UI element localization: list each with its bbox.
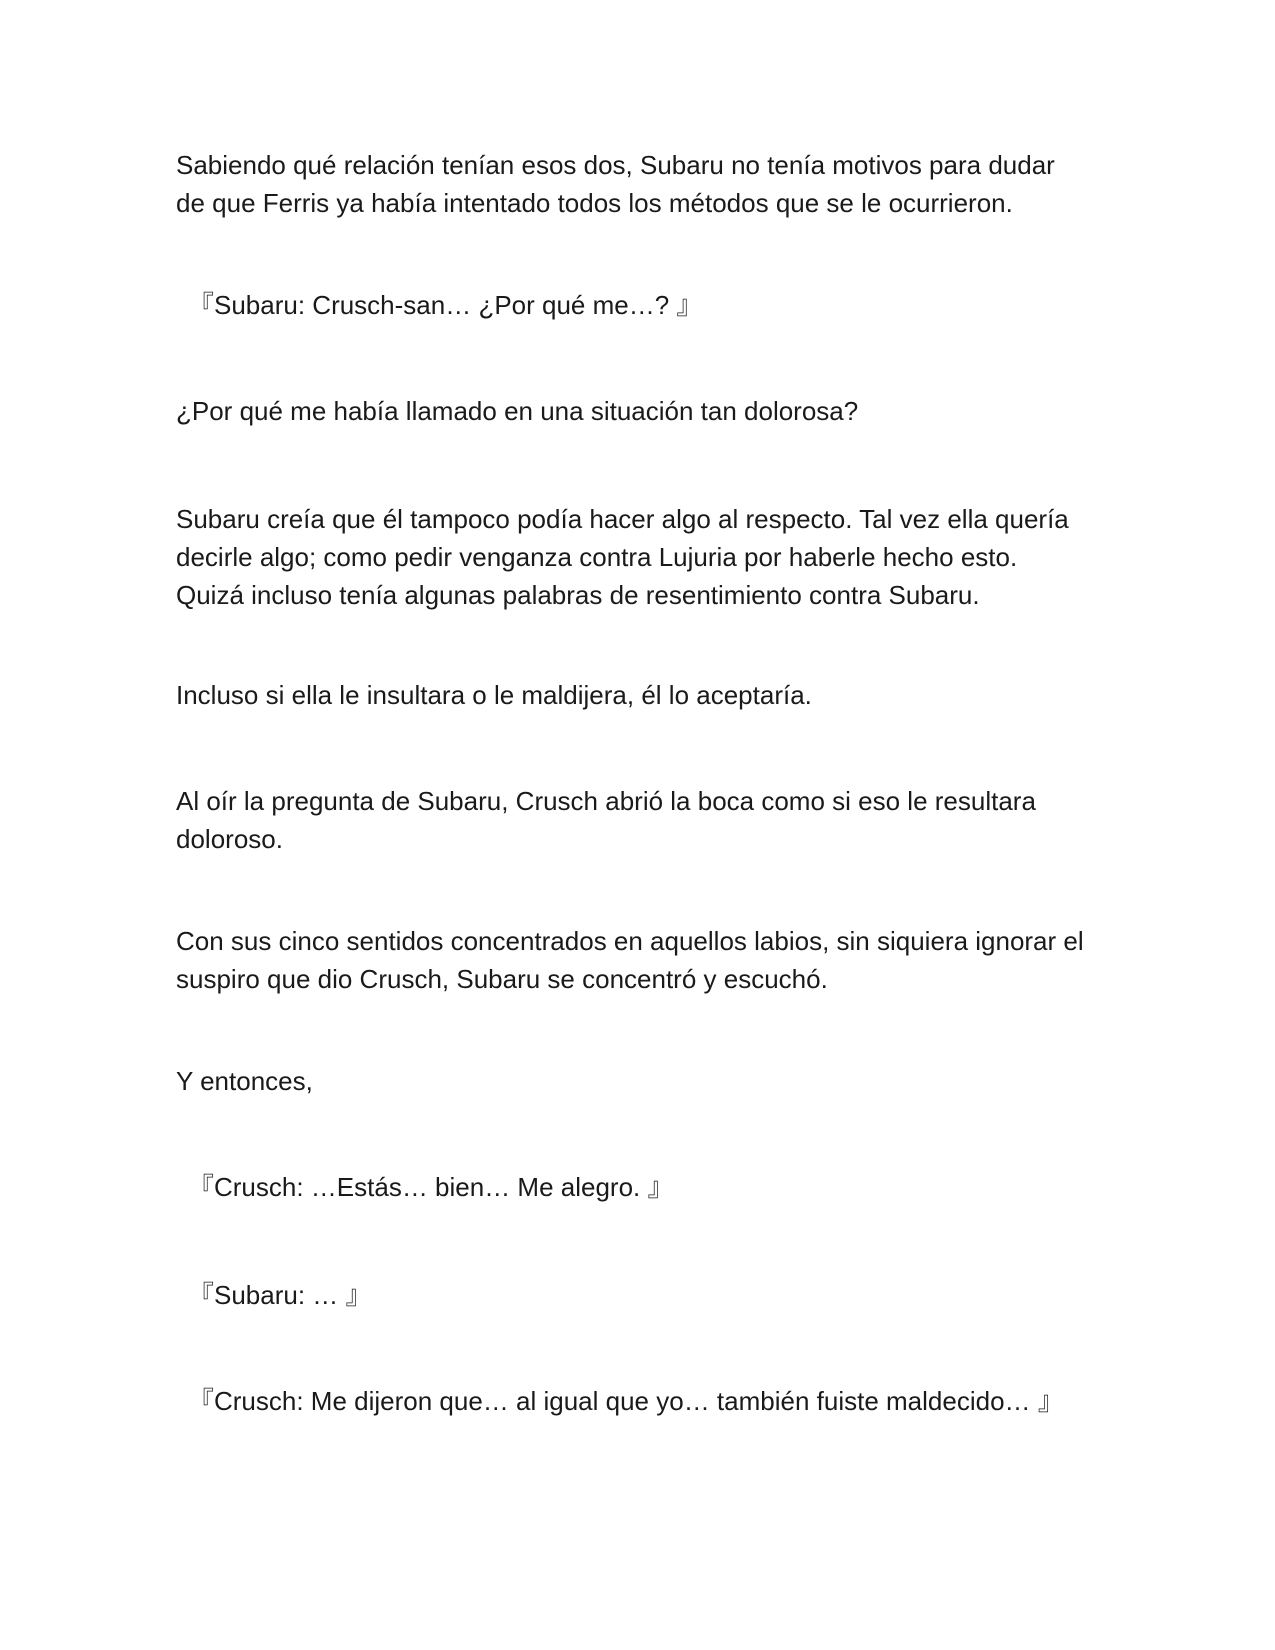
paragraph-why-called bbox=[176, 392, 1116, 430]
paragraph-and-then bbox=[176, 1062, 1116, 1100]
dialogue-subaru-silence bbox=[188, 1276, 1128, 1314]
text-line: Con sus cinco sentidos concentrados en aquellos labios, sin siquiera ignorar el bbox=[176, 926, 1084, 956]
text-line: 『Crusch: …Estás… bien… Me alegro. 』 bbox=[188, 1172, 674, 1202]
text-line: decirle algo; como pedir venganza contra Lujuria por haberle hecho esto. bbox=[176, 542, 1018, 572]
dialogue-subaru-question bbox=[188, 286, 1128, 324]
dialogue-crusch-cursed bbox=[188, 1382, 1128, 1420]
text-line: doloroso. bbox=[176, 824, 283, 854]
paragraph-five-senses bbox=[176, 922, 1116, 998]
text-line: de que Ferris ya había intentado todos los métodos que se le ocurrieron. bbox=[176, 188, 1013, 218]
text-line: 『Subaru: … 』 bbox=[188, 1280, 372, 1310]
paragraph-accept-insult bbox=[176, 676, 1116, 714]
text-line: Incluso si ella le insultara o le maldijera, él lo aceptaría. bbox=[176, 680, 812, 710]
paragraph-subaru-thoughts bbox=[176, 500, 1116, 614]
text-line: ¿Por qué me había llamado en una situación tan dolorosa? bbox=[176, 396, 859, 426]
text-line: 『Subaru: Crusch-san… ¿Por qué me…? 』 bbox=[188, 290, 703, 320]
dialogue-crusch-glad bbox=[188, 1168, 1128, 1206]
text-line: suspiro que dio Crusch, Subaru se concentró y escuchó. bbox=[176, 964, 828, 994]
text-line: 『Crusch: Me dijeron que… al igual que yo… también fuiste maldecido… 』 bbox=[188, 1386, 1064, 1416]
text-line: Quizá incluso tenía algunas palabras de resentimiento contra Subaru. bbox=[176, 580, 980, 610]
paragraph-crusch-opens-mouth bbox=[176, 782, 1116, 858]
text-line: Al oír la pregunta de Subaru, Crusch abrió la boca como si eso le resultara bbox=[176, 786, 1036, 816]
text-line: Subaru creía que él tampoco podía hacer algo al respecto. Tal vez ella quería bbox=[176, 504, 1069, 534]
text-line: Sabiendo qué relación tenían esos dos, Subaru no tenía motivos para dudar bbox=[176, 150, 1055, 180]
paragraph-ferris-methods bbox=[176, 146, 1116, 222]
text-line: Y entonces, bbox=[176, 1066, 313, 1096]
